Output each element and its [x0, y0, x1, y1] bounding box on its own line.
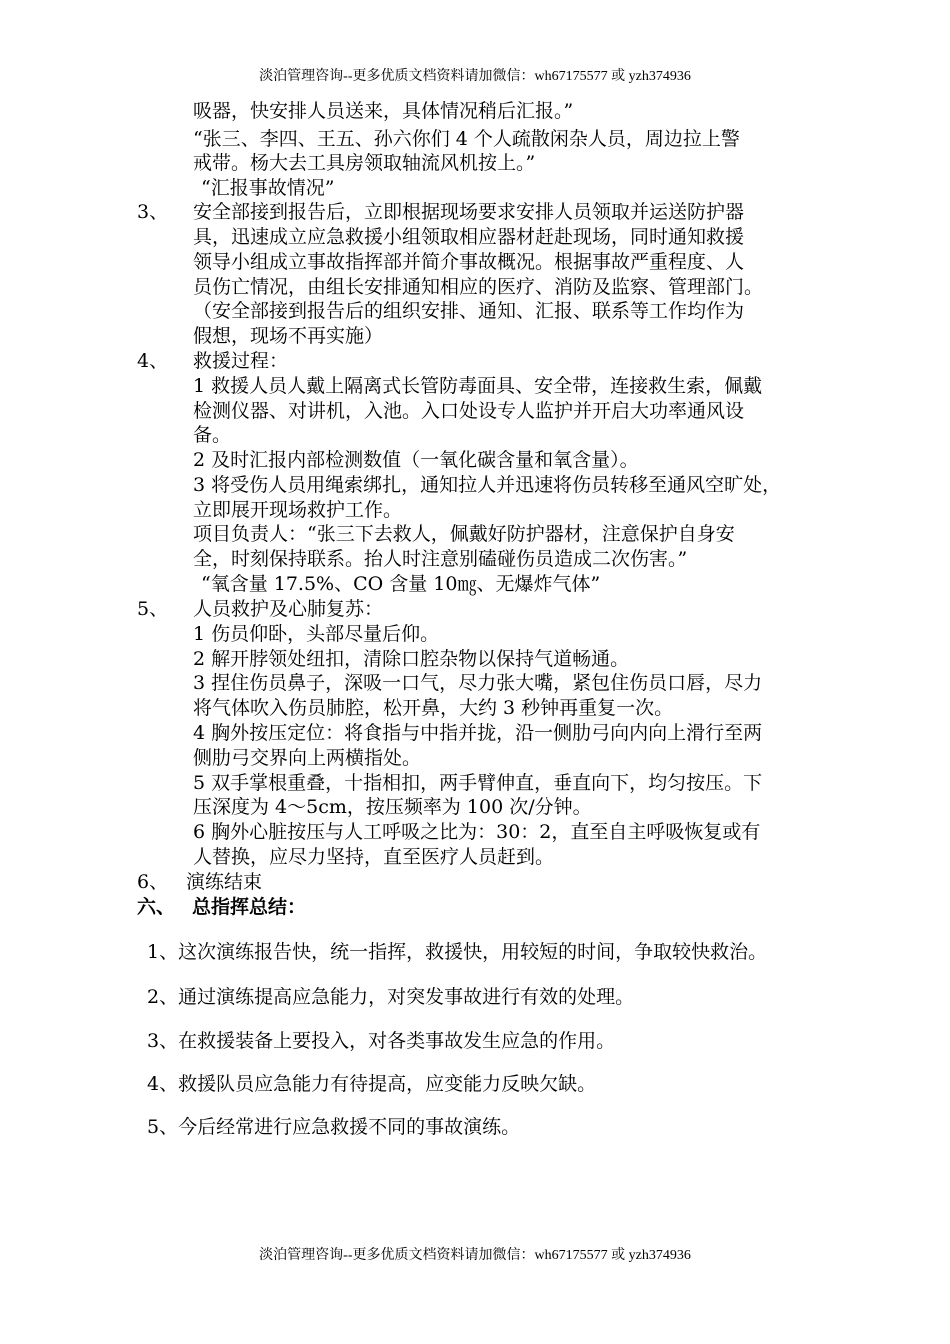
para-line: 备。 — [193, 424, 232, 446]
para-line: 具，迅速成立应急救援小组领取相应器材赶赴现场，同时通知救援 — [193, 226, 745, 248]
page-footer: 淡泊管理咨询--更多优质文档资料请加微信：wh67175577 或 yzh374936 — [259, 1248, 691, 1263]
item-number: 4、 — [137, 350, 169, 372]
para-line: 2 解开脖领处纽扣，清除口腔杂物以保持气道畅通。 — [193, 648, 630, 670]
para-line: 将气体吹入伤员肺腔，松开鼻，大约 3 秒钟再重复一次。 — [193, 697, 674, 719]
para-line: 项目负责人：“张三下去救人，佩戴好防护器材，注意保护自身安 — [193, 523, 735, 545]
para-line: “汇报事故情况” — [201, 177, 335, 199]
para-line: （安全部接到报告后的组织安排、通知、汇报、联系等工作均作为 — [193, 300, 745, 322]
para-line: 假想，现场不再实施） — [193, 325, 384, 347]
para-line: 立即展开现场救护工作。 — [193, 499, 403, 521]
para-line: 压深度为 4～5cm，按压频率为 100 次/分钟。 — [193, 796, 592, 818]
summary-item: 3、在救援装备上要投入，对各类事故发生应急的作用。 — [147, 1030, 616, 1052]
item-title: 救援过程： — [193, 350, 289, 372]
summary-item: 2、通过演练提高应急能力，对突发事故进行有效的处理。 — [147, 986, 635, 1008]
para-line: 安全部接到报告后，立即根据现场要求安排人员领取并运送防护器 — [193, 201, 745, 223]
section-title: 总指挥总结： — [192, 896, 307, 918]
summary-item: 1、这次演练报告快，统一指挥，救援快，用较短的时间，争取较快救治。 — [147, 941, 768, 963]
para-line: 1 救援人员人戴上隔离式长管防毒面具、安全带，连接救生索，佩戴 — [193, 375, 763, 397]
item-title: 人员救护及心肺复苏： — [193, 598, 384, 620]
item-title: 演练结束 — [186, 871, 263, 893]
para-line: 检测仪器、对讲机，入池。入口处设专人监护并开启大功率通风设 — [193, 400, 745, 422]
para-line: “氧含量 17.5%、CO 含量 10㎎、无爆炸气体” — [201, 573, 601, 595]
para-line: 侧肋弓交界向上两横指处。 — [193, 747, 422, 769]
para-line: 全，时刻保持联系。抬人时注意别磕碰伤员造成二次伤害。” — [193, 548, 688, 570]
item-number: 6、 — [137, 871, 169, 893]
section-number: 六、 — [137, 896, 176, 918]
para-line: 5 双手掌根重叠，十指相扣，两手臂伸直，垂直向下，均匀按压。下 — [193, 772, 763, 794]
page-header: 淡泊管理咨询--更多优质文档资料请加微信：wh67175577 或 yzh374936 — [259, 69, 691, 84]
summary-item: 4、救援队员应急能力有待提高，应变能力反映欠缺。 — [147, 1073, 597, 1095]
para-line: 吸器，快安排人员送来，具体情况稍后汇报。” — [193, 100, 574, 122]
para-line: 人替换，应尽力坚持，直至医疗人员赶到。 — [193, 846, 555, 868]
summary-item: 5、今后经常进行应急救援不同的事故演练。 — [147, 1116, 521, 1138]
para-line: 4 胸外按压定位：将食指与中指并拢，沿一侧肋弓向内向上滑行至两 — [193, 722, 763, 744]
item-number: 5、 — [137, 598, 169, 620]
para-line: 3 将受伤人员用绳索绑扎，通知拉人并迅速将伤员转移至通风空旷处， — [193, 474, 782, 496]
para-line: 员伤亡情况，由组长安排通知相应的医疗、消防及监察、管理部门。 — [193, 276, 764, 298]
para-line: 2 及时汇报内部检测数值（一氧化碳含量和氧含量）。 — [193, 449, 639, 471]
item-number: 3、 — [137, 201, 169, 223]
para-line: 戒带。杨大去工具房领取轴流风机按上。” — [193, 152, 536, 174]
para-line: 1 伤员仰卧，头部尽量后仰。 — [193, 623, 440, 645]
para-line: 领导小组成立事故指挥部并简介事故概况。根据事故严重程度、人 — [193, 251, 745, 273]
para-line: 6 胸外心脏按压与人工呼吸之比为：30：2，直至自主呼吸恢复或有 — [193, 821, 761, 843]
para-line: 3 捏住伤员鼻子，深吸一口气，尽力张大嘴，紧包住伤员口唇，尽力 — [193, 672, 763, 694]
para-line: “张三、李四、王五、孙六你们 4 个人疏散闲杂人员，周边拉上警 — [193, 128, 740, 150]
